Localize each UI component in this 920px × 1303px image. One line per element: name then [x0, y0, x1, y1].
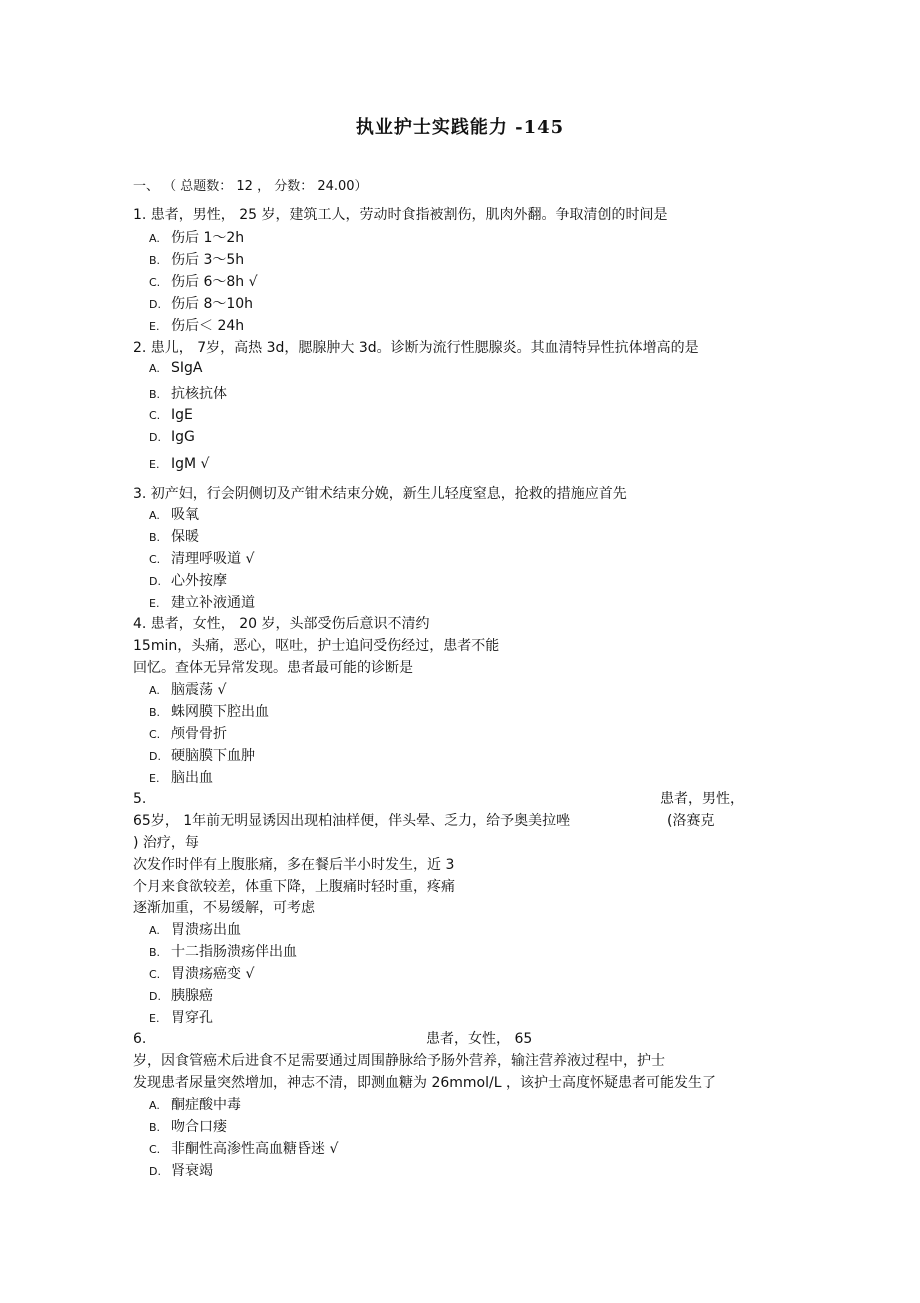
answer-option [149, 295, 253, 314]
answer-option [149, 943, 297, 962]
option-letter: B. [149, 531, 161, 544]
option-text: 保暖 [171, 529, 199, 545]
question-text: 患者，女性， 65 [426, 1031, 533, 1047]
option-letter: B. [149, 706, 161, 719]
option-letter: C. [149, 276, 161, 289]
option-text: 十二指肠溃疡伴出血 [171, 944, 297, 960]
option-text: 建立补液通道 [171, 595, 255, 611]
answer-option [149, 506, 199, 525]
option-letter: D. [149, 431, 161, 444]
answer-option [149, 1162, 213, 1181]
option-text: 吻合口瘘 [171, 1119, 227, 1135]
option-text: 伤后 3～5h [171, 252, 245, 268]
question-text: 次发作时伴有上腹胀痛，多在餐后半小时发生，近 3 [133, 857, 455, 873]
question-text: ) 治疗，每 [133, 835, 199, 851]
question-text: 3. 初产妇，行会阴侧切及产钳术结束分娩，新生儿轻度窒息，抢救的措施应首先 [133, 486, 627, 502]
option-text: 脑出血 [171, 770, 213, 786]
answer-option [149, 703, 269, 722]
answer-option [149, 428, 195, 447]
option-text: 清理呼吸道 √ [171, 551, 255, 567]
option-letter: A. [149, 362, 160, 375]
question-text: 回忆。查体无异常发现。患者最可能的诊断是 [133, 660, 413, 676]
option-text: SIgA [171, 360, 203, 376]
question-text: 65岁， 1年前无明显诱因出现柏油样便，伴头晕、乏力，给予奥美拉唑 [133, 813, 571, 829]
option-text: 心外按摩 [171, 573, 227, 589]
option-letter: C. [149, 1143, 161, 1156]
answer-option [149, 385, 227, 404]
section-header: 一、 （ 总题数： 12 ， 分数： 24.00） [133, 179, 368, 194]
question-text: 逐渐加重，不易缓解，可考虑 [133, 900, 315, 916]
question-text: 6. [133, 1031, 147, 1047]
option-letter: A. [149, 684, 160, 697]
question-text: 2. 患儿， 7岁，高热 3d，腮腺肿大 3d。诊断为流行性腮腺炎。其血清特异性抗体增高的是 [133, 340, 699, 356]
option-text: 伤后＜ 24h [171, 318, 245, 334]
option-text: 硬脑膜下血肿 [171, 748, 255, 764]
option-text: 抗核抗体 [171, 386, 227, 402]
option-text: 蛛网膜下腔出血 [171, 704, 269, 720]
answer-option [149, 594, 255, 613]
question-text: 个月来食欲较差，体重下降，上腹痛时轻时重，疼痛 [133, 879, 455, 895]
option-letter: A. [149, 509, 160, 522]
answer-option [149, 987, 213, 1006]
answer-option [149, 572, 227, 591]
option-letter: B. [149, 1121, 161, 1134]
option-letter: A. [149, 924, 160, 937]
option-text: 胃溃疡出血 [171, 922, 241, 938]
answer-option [149, 1096, 241, 1115]
question-text: 15min，头痛，恶心，呕吐，护士追问受伤经过，患者不能 [133, 638, 500, 654]
answer-option [149, 406, 193, 425]
option-letter: E. [149, 1012, 160, 1025]
option-letter: A. [149, 232, 160, 245]
answer-option [149, 725, 227, 744]
option-letter: B. [149, 388, 161, 401]
answer-option [149, 965, 254, 984]
answer-option [149, 550, 254, 569]
option-letter: C. [149, 968, 161, 981]
answer-option [149, 1140, 338, 1159]
option-text: 吸氧 [171, 507, 199, 523]
question-text: 4. 患者，女性， 20 岁，头部受伤后意识不清约 [133, 616, 430, 632]
option-letter: A. [149, 1099, 160, 1112]
option-letter: B. [149, 946, 161, 959]
option-text: 肾衰竭 [171, 1163, 213, 1179]
question-text: 5. [133, 791, 147, 807]
option-letter: D. [149, 298, 161, 311]
answer-option [149, 251, 244, 270]
option-text: IgE [171, 407, 193, 423]
question-text: (洛赛克 [667, 813, 715, 829]
option-text: 非酮性高渗性高血糖昏迷 √ [171, 1141, 339, 1157]
option-letter: D. [149, 575, 161, 588]
option-text: 酮症酸中毒 [171, 1097, 241, 1113]
answer-option [149, 1009, 213, 1028]
option-text: 颅骨骨折 [171, 726, 227, 742]
option-text: IgM √ [171, 456, 210, 472]
answer-option [149, 359, 202, 378]
option-text: 胃穿孔 [171, 1010, 213, 1026]
option-text: IgG [171, 429, 195, 445]
answer-option [149, 528, 199, 547]
option-letter: D. [149, 750, 161, 763]
option-text: 胰腺癌 [171, 988, 213, 1004]
question-text: 岁，因食管癌术后进食不足需要通过周围静脉给予肠外营养，输注营养液过程中，护士 [133, 1053, 665, 1069]
option-letter: C. [149, 728, 161, 741]
answer-option [149, 681, 226, 700]
option-letter: C. [149, 409, 161, 422]
option-letter: E. [149, 458, 160, 471]
document-title: 执业护士实践能力 -145 [355, 117, 565, 138]
answer-option [149, 229, 244, 248]
option-letter: E. [149, 597, 160, 610]
answer-option [149, 455, 209, 474]
option-text: 伤后 1～2h [171, 230, 245, 246]
answer-option [149, 1118, 227, 1137]
option-text: 伤后 8～10h [171, 296, 254, 312]
answer-option [149, 317, 244, 336]
question-text: 发现患者尿量突然增加，神志不清，即测血糖为 26mmol/L ，该护士高度怀疑患者可能发生了 [133, 1075, 716, 1091]
answer-option [149, 273, 258, 292]
option-letter: D. [149, 990, 161, 1003]
answer-option [149, 921, 241, 940]
option-letter: D. [149, 1165, 161, 1178]
option-letter: C. [149, 553, 161, 566]
answer-option [149, 747, 255, 766]
option-text: 脑震荡 √ [171, 682, 227, 698]
answer-option [149, 769, 213, 788]
question-text: 1. 患者，男性， 25 岁，建筑工人，劳动时食指被割伤，肌肉外翻。争取清创的时间是 [133, 207, 668, 223]
question-text: 患者，男性， [660, 791, 744, 807]
option-letter: E. [149, 772, 160, 785]
option-text: 胃溃疡癌变 √ [171, 966, 255, 982]
option-text: 伤后 6～8h √ [171, 274, 258, 290]
option-letter: B. [149, 254, 161, 267]
option-letter: E. [149, 320, 160, 333]
